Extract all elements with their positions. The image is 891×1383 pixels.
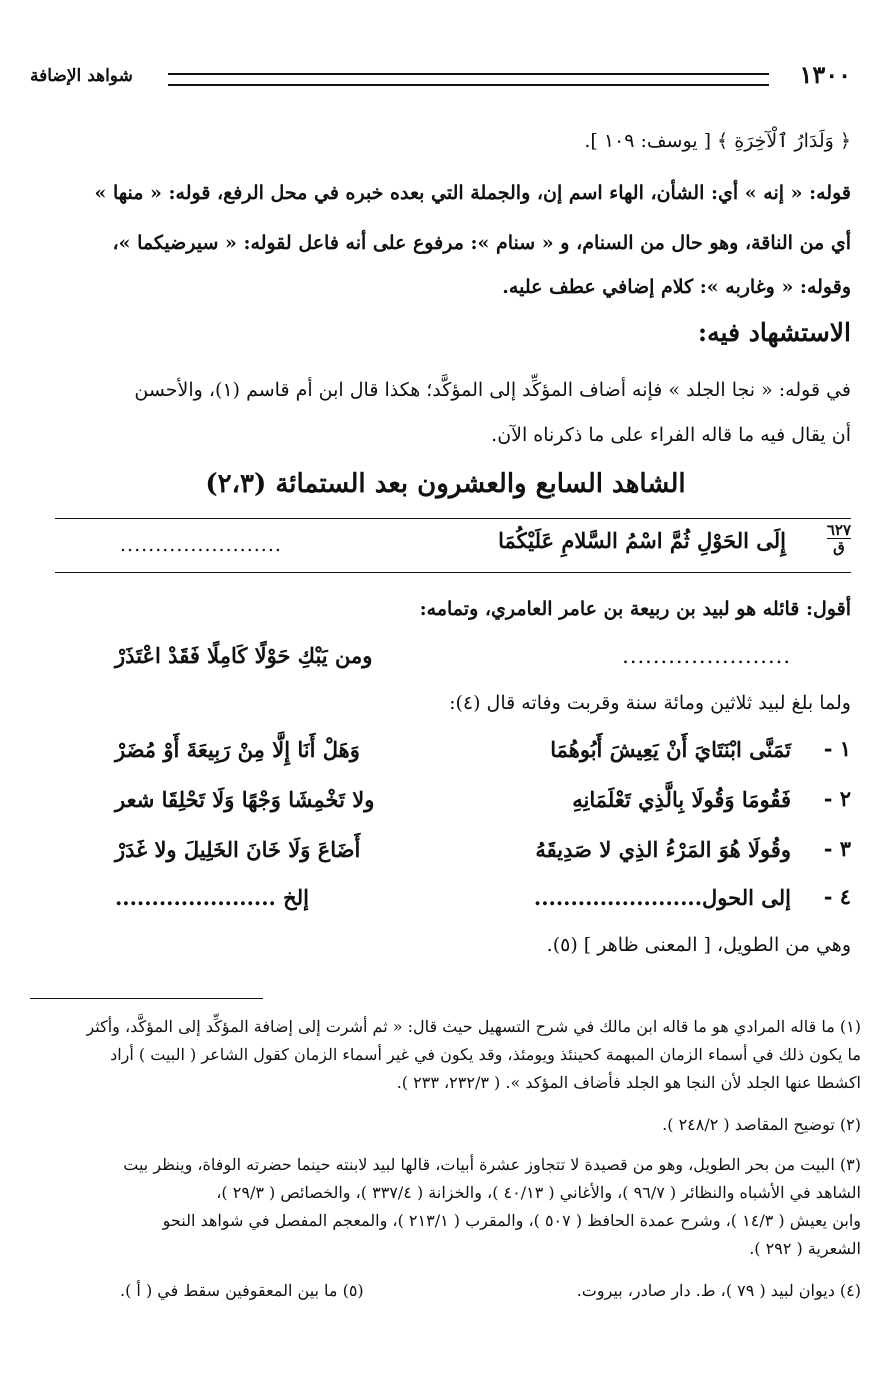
shahid-title: الشاهد السابع والعشرون بعد الستمائة (٢،٣) — [205, 469, 686, 499]
footnote-5: (٥) ما بين المعقوفين سقط في ( أ ). — [120, 1281, 364, 1300]
verse-1-first: تَمَنَّى ابْنَتَايَ أَنْ يَعِيشَ أَبُوهُمَا — [550, 737, 791, 762]
verse-box-bottom-rule — [55, 572, 851, 573]
page-header — [30, 60, 851, 92]
commentary-line-2: أي من الناقة، وهو حال من السنام، و « سنام »: مرفوع على أنه فاعل لقوله: « سيرضيكما »، — [112, 232, 851, 254]
verse-2-first: فَقُومَا وَقُولَا بِالَّذِي تَعْلَمَانِهِ — [572, 787, 791, 812]
verse-4-number: ٤ - — [823, 884, 851, 909]
verse-4-second: إلخ ...................... — [115, 885, 309, 910]
running-title: شواهد الإضافة — [30, 66, 133, 86]
verse-1-number: ١ - — [823, 736, 851, 761]
verse-1-second: وَهَلْ أَنَا إِلَّا مِنْ رَبِيعَةَ أَوْ مُضَرْ — [115, 737, 360, 762]
header-double-rule — [168, 73, 769, 86]
commentary-line-3: وقوله: « وغاربه »: كلام إضافي عطف عليه. — [502, 276, 851, 298]
verse-4-first: إلى الحول....................... — [533, 885, 791, 910]
footnote-separator — [30, 998, 263, 999]
footnote-1-line-3: اكشطا عنها الجلد لأن النجا هو الجلد فأضاف المؤكد ». ( ٢٣٢/٣، ٢٣٣ ). — [396, 1073, 861, 1092]
footnote-3-line-2: الشاهد في الأشباه والنظائر ( ٩٦/٧ )، والأغاني ( ٤٠/١٣ )، والخزانة ( ٣٣٧/٤ )، والخصائص ( ٢٩/٣ )، — [216, 1183, 861, 1202]
footnote-3-line-4: الشعرية ( ٢٩٢ ). — [749, 1239, 861, 1258]
verse-number — [827, 522, 851, 555]
commentary-line-1: قوله: « إنه » أي: الشأن، الهاء اسم إن، والجملة التي بعده خبره في محل الرفع، قوله: « منها » — [94, 182, 851, 204]
aqul-line: أقول: قائله هو لبيد بن ربيعة بن عامر العامري، وتمامه: — [419, 598, 851, 620]
meter-note: وهي من الطويل، [ المعنى ظاهر ] (٥). — [546, 934, 851, 956]
verse-3-second: أَضَاعَ وَلَا خَانَ الخَلِيلَ ولا غَدَرْ — [115, 837, 361, 862]
tamam-first-hemistich: ...................... — [622, 644, 791, 668]
istishhad-line-2: أن يقال فيه ما قاله الفراء على ما ذكرناه الآن. — [491, 424, 851, 446]
footnote-3-line-1: (٣) البيت من بحر الطويل، وهو من قصيدة لا تتجاوز عشرة أبيات، قالها لبيد لابنته حينما حضرته الوفاة، وينظر بيت — [123, 1155, 861, 1174]
footnote-3-line-3: وابن يعيش ( ١٤/٣ )، وشرح عمدة الحافظ ( ٥٠٧ )، والمقرب ( ٢١٣/١ )، والمعجم المفصل في شواهد النحو — [162, 1211, 861, 1230]
page-number: ١٣٠٠ — [799, 60, 851, 89]
shahid-verse-dots: ....................... — [120, 534, 282, 556]
istishhad-line-1: في قوله: « نجا الجلد » فإنه أضاف المؤكِّد إلى المؤكَّد؛ هكذا قال ابن أم قاسم (١)، والأحسن — [134, 379, 851, 401]
verse-2-second: ولا تَخْمِشَا وَجْهًا وَلَا تَحْلِقَا شعر — [115, 787, 375, 812]
footnote-4: (٤) ديوان لبيد ( ٧٩ )، ط. دار صادر، بيروت. — [576, 1281, 861, 1300]
shahid-verse: إِلَى الحَوْلِ ثُمَّ اسْمُ السَّلامِ عَلَيْكُمَا — [498, 528, 786, 553]
verse-number-top: ٦٢٧ — [826, 521, 851, 539]
verse-3-number: ٣ - — [823, 836, 851, 861]
verse-box-top-rule — [55, 518, 851, 519]
footnote-2: (٢) توضيح المقاصد ( ٢٤٨/٢ ). — [662, 1115, 861, 1134]
istishhad-heading: الاستشهاد فيه: — [697, 318, 851, 347]
quran-citation: ﴿ وَلَدَارُ ٱلْآخِرَةِ ﴾ [ يوسف: ١٠٩ ]. — [584, 130, 851, 152]
verse-2-number: ٢ - — [823, 786, 851, 811]
footnote-1-line-1: (١) ما قاله المرادي هو ما قاله ابن مالك في شرح التسهيل حيث قال: « ثم أشرت إلى إضافة المؤكِّد إلى المؤكَّد، وأكثر — [86, 1017, 861, 1036]
tamam-second-hemistich: ومن يَبْكِ حَوْلًا كَامِلًا فَقَدْ اعْتَذَرْ — [115, 643, 373, 668]
verse-3-first: وقُولَا هُوَ المَرْءُ الذِي لا صَدِيقَهُ — [535, 837, 791, 862]
verse-number-bottom: ق — [827, 538, 851, 555]
lamma-line: ولما بلغ لبيد ثلاثين ومائة سنة وقربت وفاته قال (٤): — [449, 692, 851, 714]
footnote-1-line-2: ما يكون ذلك في أسماء الزمان المبهمة كحينئذ ويومئذ، وقد يكون في غير أسماء الزمان كقول الشاعر ( البيت ) أراد — [110, 1045, 861, 1064]
